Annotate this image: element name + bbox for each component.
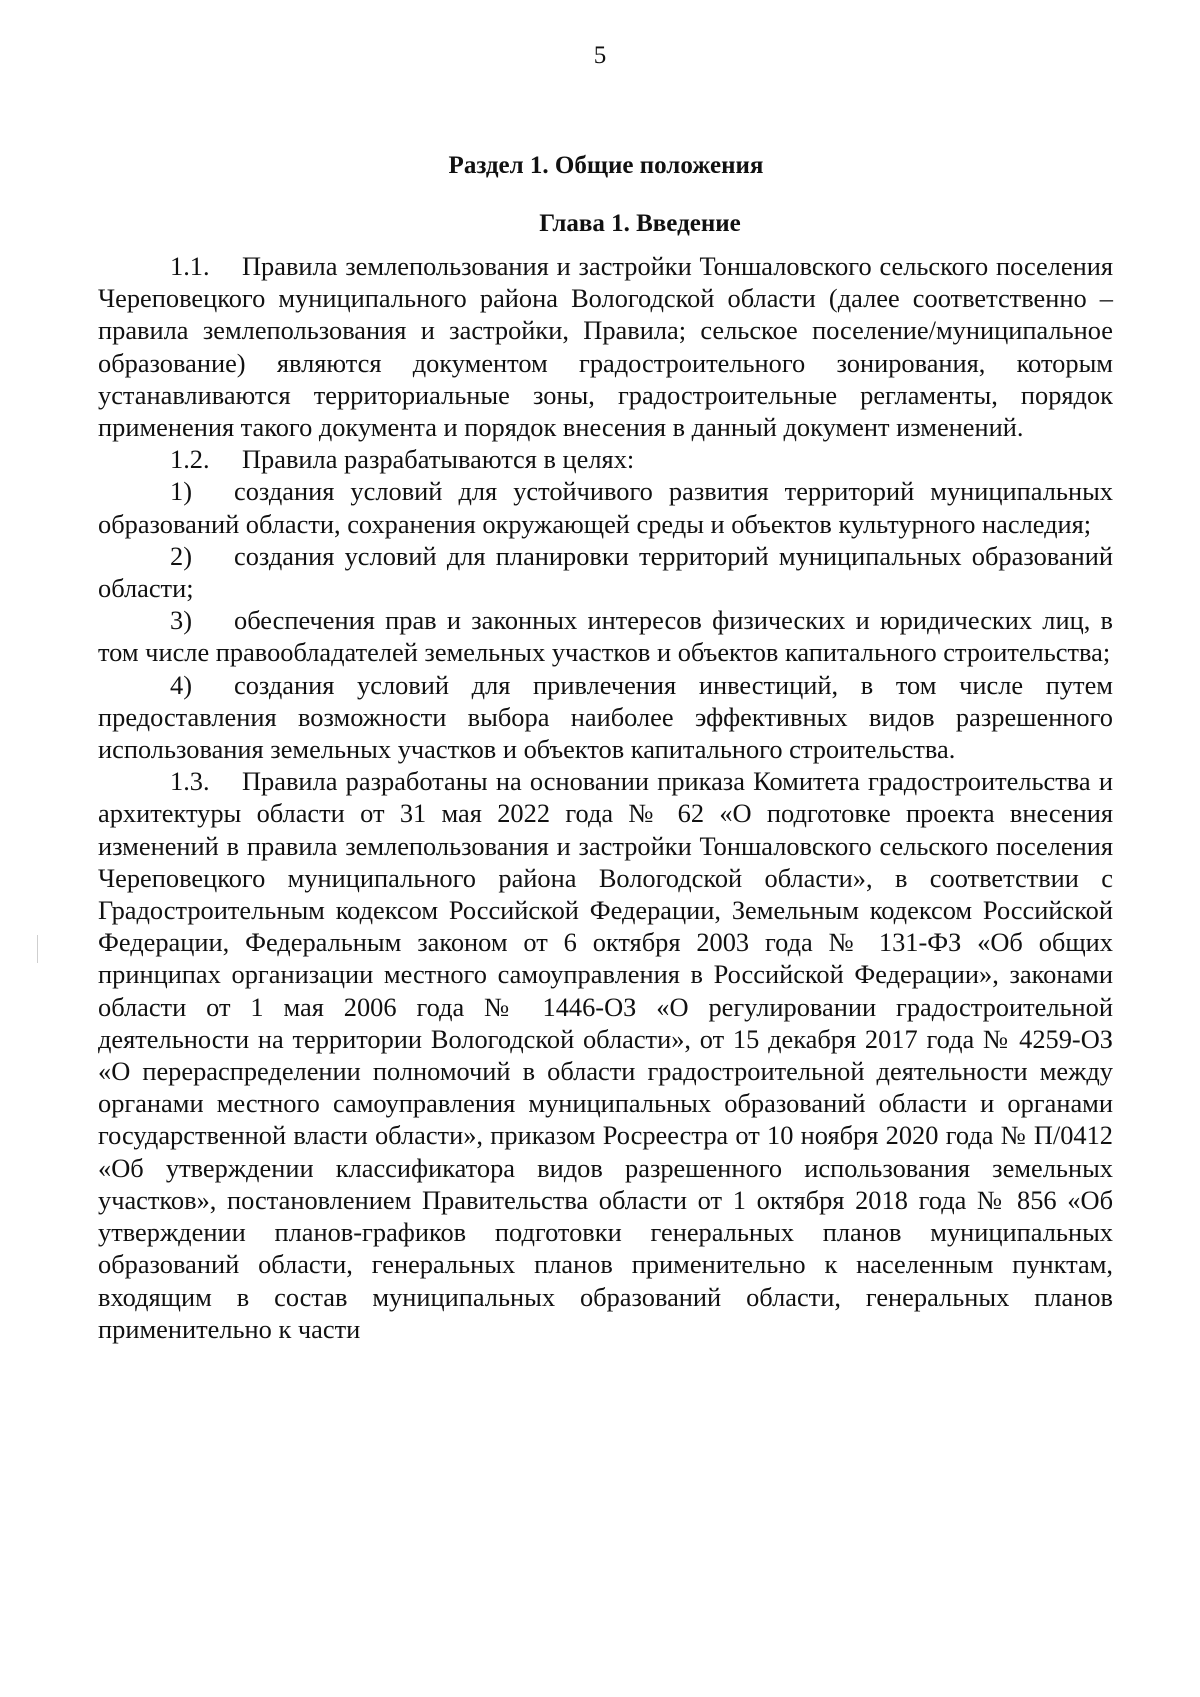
paragraph-text: Правила разрабатываются в целях: (242, 444, 635, 475)
list-item-2 (98, 540, 1113, 604)
page-number: 5 (593, 42, 607, 69)
scan-margin-mark (37, 935, 38, 963)
list-item-1 (98, 475, 1113, 539)
paragraph-text: Правила разработаны на основании приказа Комитета градостроительства и архитектуры области от 31 мая 2022 года № 62 «О подготовке проекта внесения изменений в правила землепользования и застройки Тоншаловского сельского поселения Череповецкого муниципального района Вологодской области», в соответствии с Градостроительным кодексом Российской Федерации, Земельным кодексом Российской Федерации, Федеральным законом от 6 октября 2003 года № 131-ФЗ «Об общих принципах организации местного самоуправления в Российской Федерации», законами области от 1 мая 2006 года № 1446-ОЗ «О регулировании градостроительной деятельности на территории Вологодской области», от 15 декабря 2017 года № 4259-ОЗ «О перераспределении полномочий в области градостроительной деятельности между органами местного самоуправления муниципальных образований области и органами государственной власти области», приказом Росреестра от 10 ноября 2020 года № П/0412 «Об утверждении классификатора видов разрешенного использования земельных участков», постановлением Правительства области от 1 октября 2018 года № 856 «Об утверждении планов-графиков подготовки генеральных планов муниципальных образований области, генеральных планов применительно к населенным пунктам, входящим в состав муниципальных образований области, генеральных планов применительно к части (98, 766, 1113, 1344)
document-body (98, 250, 1113, 1345)
list-item-text: создания условий для планировки территорий муниципальных образований области; (98, 540, 1113, 604)
list-item-number: 3) (170, 605, 192, 636)
list-item-3 (98, 604, 1113, 668)
paragraph-number: 1.1. (170, 251, 210, 281)
section-title: Раздел 1. Общие положения (448, 152, 764, 179)
list-item-text: создания условий для привлечения инвестиций, в том числе путем предоставления возможности выбора наиболее эффективных видов разрешенного использования земельных участков и объектов капитального строительства. (98, 669, 1113, 765)
list-item-text: обеспечения прав и законных интересов физических и юридических лиц, в том числе правообладателей земельных участков и объектов капитального строительства; (98, 605, 1113, 668)
paragraph-1-3 (98, 765, 1113, 1345)
list-item-number: 1) (170, 476, 192, 507)
paragraph-1-2 (98, 443, 1113, 475)
list-item-number: 4) (170, 669, 192, 700)
paragraph-1-1 (98, 250, 1113, 443)
chapter-title: Глава 1. Введение (539, 210, 741, 237)
paragraph-number: 1.3. (170, 766, 210, 797)
list-item-4 (98, 669, 1113, 766)
paragraph-number: 1.2. (170, 444, 210, 475)
paragraph-text: Правила землепользования и застройки Тоншаловского сельского поселения Череповецкого муниципального района Вологодской области (далее соответственно – правила землепользования и застройки, Правила; сельское поселение/муниципальное образование) являются документом градостроительного зонирования, которым устанавливаются территориальные зоны, градостроительные регламенты, порядок применения такого документа и порядок внесения в данный документ изменений. (98, 251, 1113, 443)
list-item-number: 2) (170, 540, 192, 571)
list-item-text: создания условий для устойчивого развития территорий муниципальных образований области, сохранения окружающей среды и объектов культурного наследия; (98, 476, 1113, 539)
